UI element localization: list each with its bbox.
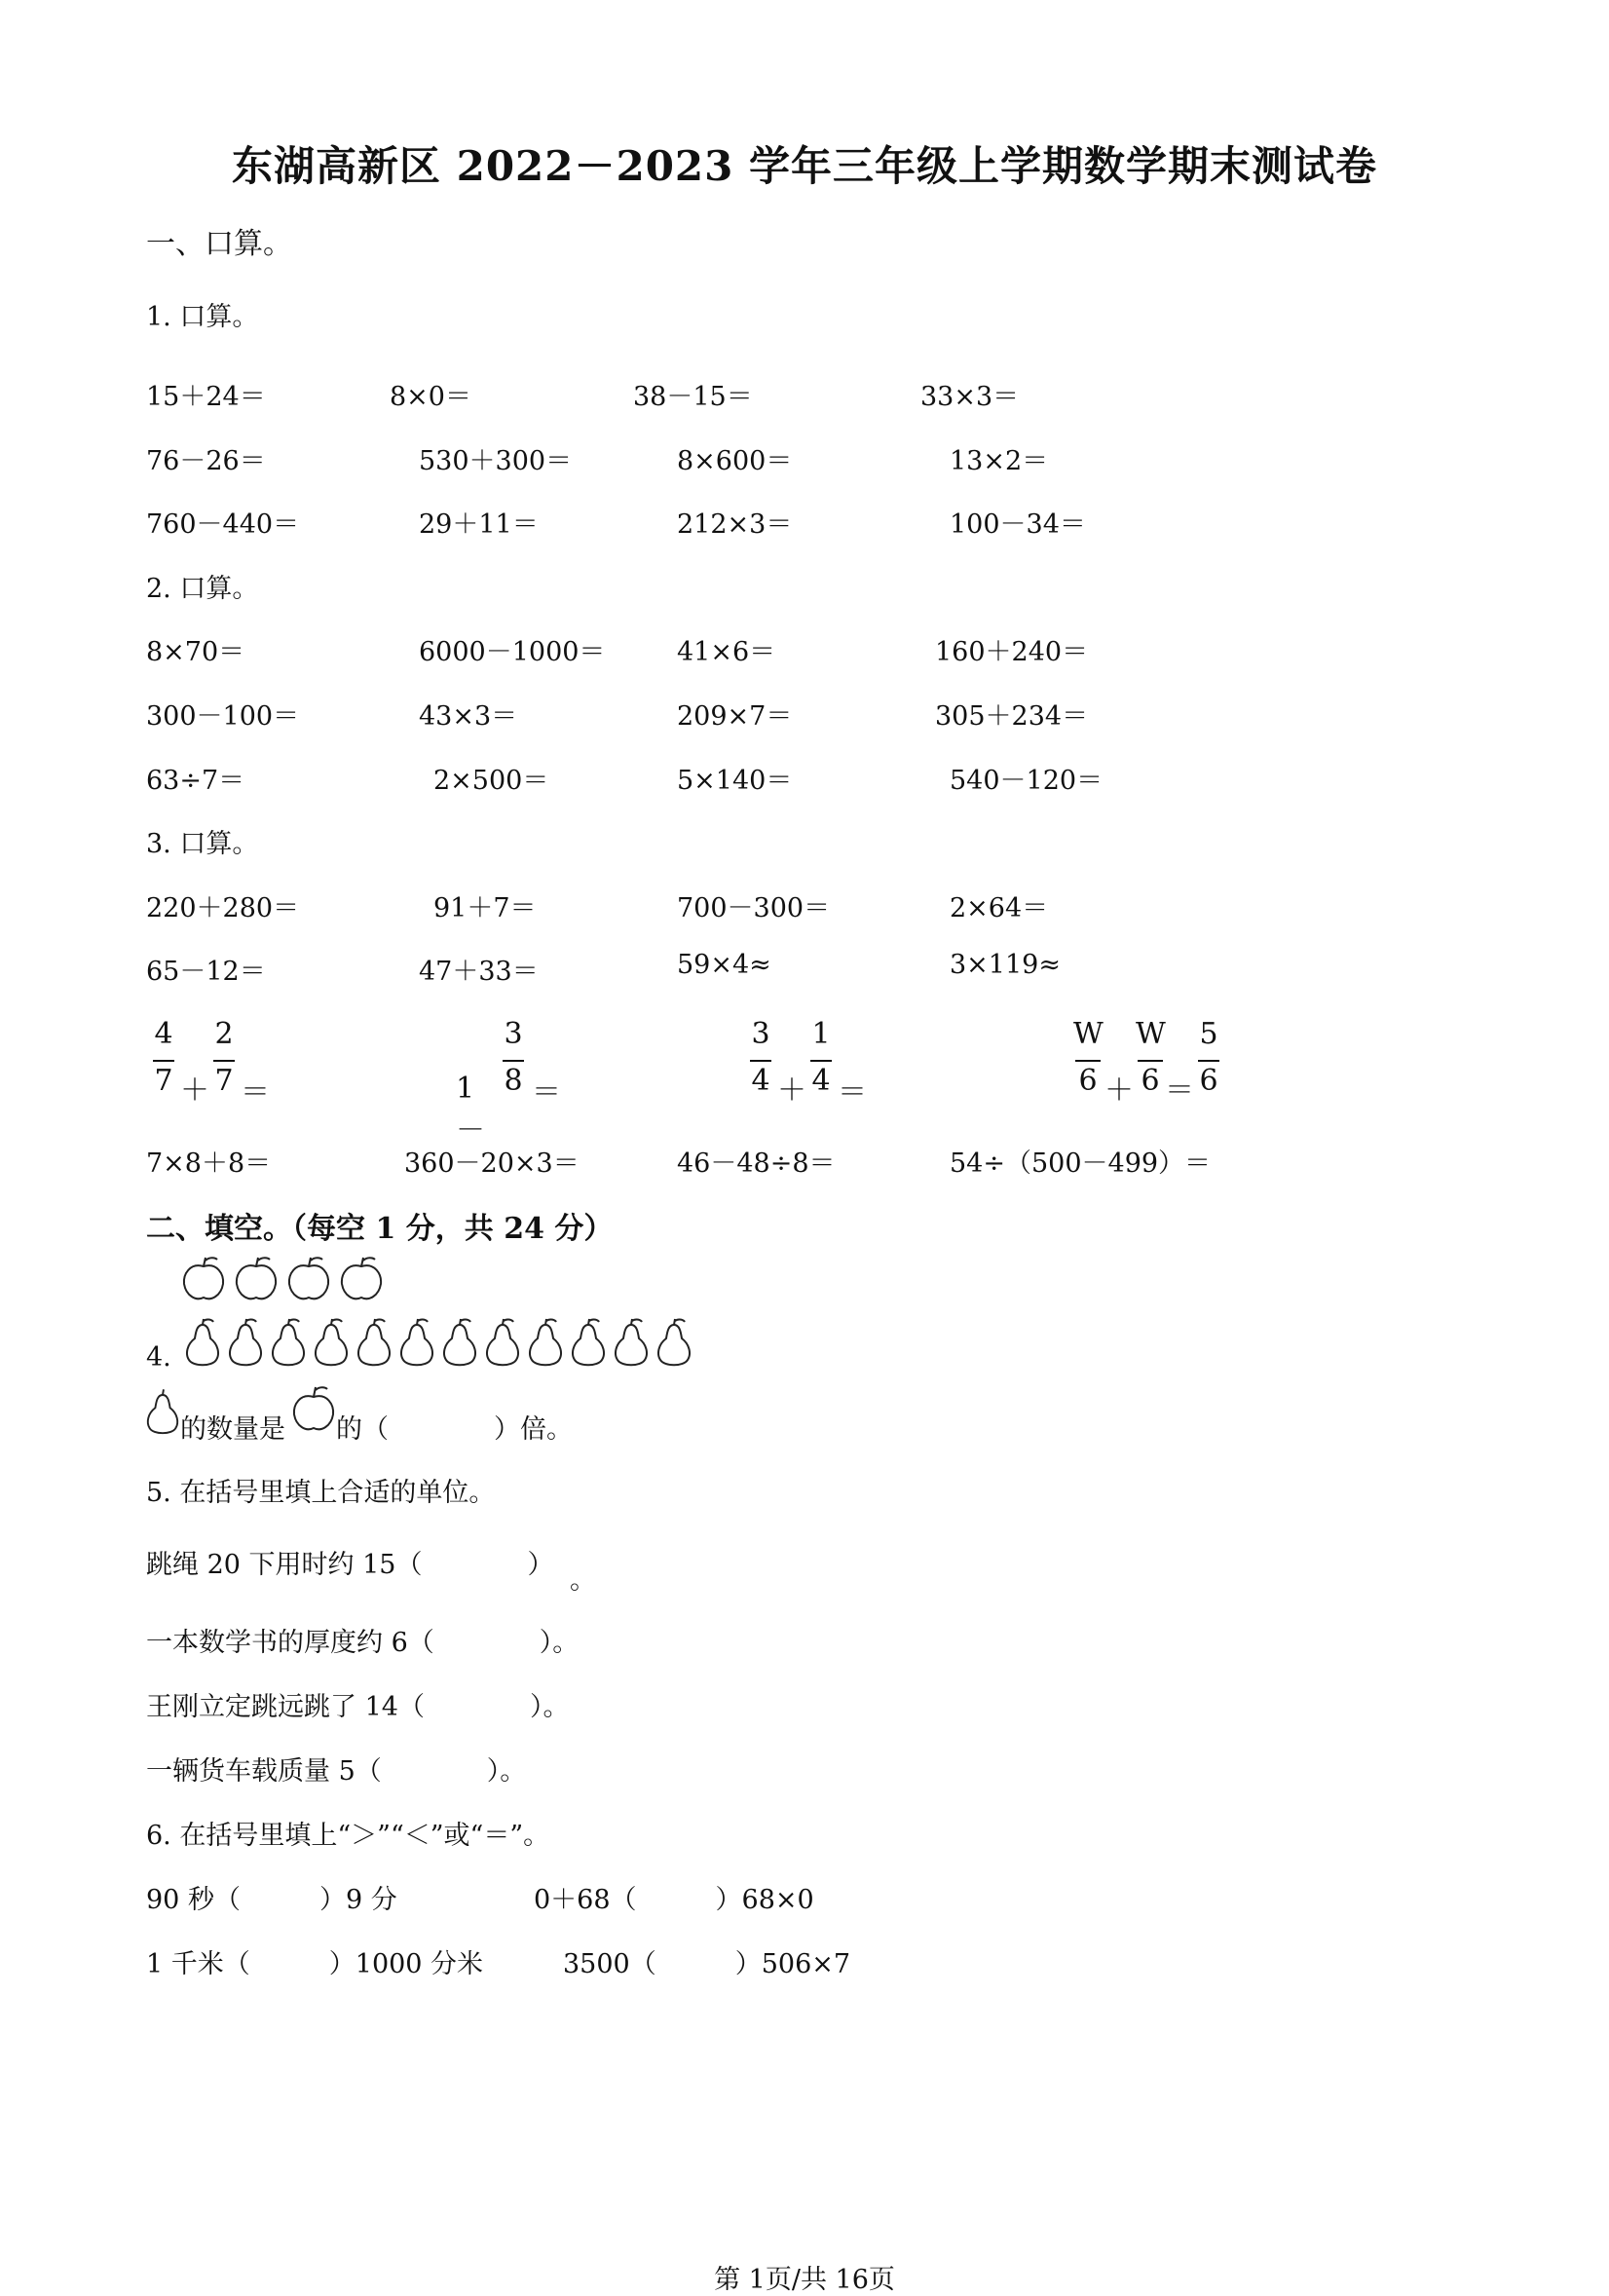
equals-sign: ＝ [532,1075,561,1110]
plus-sign: ＋ [180,1073,209,1108]
pear-icon [230,1319,261,1365]
q4-text-b: 的（ ）倍。 [336,1414,573,1445]
one-minus: 1－ [456,1072,485,1148]
pear-icon [444,1319,475,1365]
fraction-bar [1075,1060,1101,1062]
apple-icon [289,1258,328,1299]
q1-r3-c1: 760－440＝ [146,509,300,540]
pear-icon [573,1319,604,1365]
q4-text-a: 的数量是 [180,1414,285,1445]
q2-r2-c2: 43×3＝ [419,701,518,732]
q2-r2-c1: 300－100＝ [146,701,300,732]
pear-icon [401,1319,432,1365]
pear-icon [530,1319,561,1365]
equals-sign: ＝ [1165,1073,1194,1108]
q3-r1-c1: 220＋280＝ [146,893,300,923]
q3-r3-c4: 54÷（500－499）＝ [950,1148,1212,1179]
pear-icon [487,1319,518,1365]
denominator: 7 [214,1064,234,1098]
apple-icon [184,1258,223,1299]
q3-r2-c3: 59×4≈ [677,950,771,980]
q2-r2-c4: 305＋234＝ [935,701,1089,732]
q5-item-1: 跳绳 20 下用时约 15（ ） [146,1550,554,1580]
q2-r1-c4: 160＋240＝ [935,637,1089,667]
section-1-heading: 一、口算。 [146,227,292,261]
pear-icon [358,1319,390,1365]
page-footer: 第 1页/共 16页 [714,2265,895,2295]
q6-r1-c2: 0＋68（ ）68×0 [534,1885,814,1915]
fraction-bar [1198,1060,1219,1062]
q1-r3-c4: 100－34＝ [950,509,1086,540]
q6-r2-c2: 3500（ ）506×7 [563,1949,851,1979]
q3-r2-c1: 65－12＝ [146,957,266,987]
q6-label: 6. 在括号里填上“＞”“＜”或“＝”。 [146,1821,550,1851]
q5-item-3: 王刚立定跳远跳了 14（ ）。 [146,1692,570,1722]
q2-r3-c4: 540－120＝ [950,766,1104,796]
page-title: 东湖高新区 2022－2023 学年三年级上学期数学期末测试卷 [231,142,1378,190]
pear-row [183,1317,709,1372]
q2-r2-c3: 209×7＝ [677,701,793,732]
denominator: 6 [1141,1064,1160,1098]
q1-r2-c4: 13×2＝ [950,446,1049,476]
q1-r2-c1: 76－26＝ [146,446,266,476]
denominator: 7 [154,1064,173,1098]
q6-r1-c1: 90 秒（ ）9 分 [146,1885,397,1915]
q5-item-1-suffix: 。 [570,1565,596,1596]
q2-r3-c3: 5×140＝ [677,766,793,796]
fraction-bar [810,1060,832,1062]
q1-r2-c2: 530＋300＝ [419,446,573,476]
q2-r3-c1: 63÷7＝ [146,766,245,796]
q5-label: 5. 在括号里填上合适的单位。 [146,1478,496,1508]
pear-icon [273,1319,304,1365]
numerator: 1 [811,1017,831,1051]
plus-sign: ＋ [777,1073,806,1108]
q3-r2-c2: 47＋33＝ [419,957,539,987]
fraction-bar [153,1060,174,1062]
q4-label: 4. [146,1342,171,1373]
q6-r2-c1: 1 千米（ ）1000 分米 [146,1949,484,1979]
q3-r1-c4: 2×64＝ [950,893,1049,923]
q3-r1-c2: 91＋7＝ [433,893,537,923]
apple-row [180,1255,394,1307]
q2-r1-c3: 41×6＝ [677,637,776,667]
pear-icon [316,1319,347,1365]
numerator: 4 [154,1017,173,1051]
q1-r1-c2: 8×0＝ [390,382,471,412]
q2-r1-c1: 8×70＝ [146,637,245,667]
q1-r1-c4: 33×3＝ [920,382,1020,412]
denominator: 4 [751,1064,770,1098]
pear-icon [658,1319,690,1365]
denominator: 6 [1078,1064,1098,1098]
q2-r3-c2: 2×500＝ [433,766,549,796]
fraction-bar [750,1060,771,1062]
q3-label: 3. 口算。 [146,829,259,859]
q3-r3-c2: 360－20×3＝ [404,1148,580,1179]
equals-sign: ＝ [241,1075,270,1110]
q3-r1-c3: 700－300＝ [677,893,831,923]
q5-item-4: 一辆货车载质量 5（ ）。 [146,1756,527,1787]
fraction-bar [503,1060,524,1062]
q1-r1-c3: 38－15＝ [633,382,753,412]
apple-icon [237,1258,276,1299]
numerator: 5 [1199,1017,1218,1051]
numerator: 2 [214,1017,234,1051]
numerator: 3 [751,1017,770,1051]
q1-r2-c3: 8×600＝ [677,446,793,476]
apple-icon [342,1258,381,1299]
q1-r1-c1: 15＋24＝ [146,382,266,412]
pear-icon [187,1319,218,1365]
q1-r3-c2: 29＋11＝ [419,509,539,540]
section-2-heading: 二、填空。（每空 1 分，共 24 分） [146,1212,614,1246]
q3-r3-c3: 46－48÷8＝ [677,1148,836,1179]
pear-icon [616,1319,647,1365]
q2-r1-c2: 6000－1000＝ [419,637,606,667]
q1-r3-c3: 212×3＝ [677,509,793,540]
apple-icon [290,1383,337,1438]
equals-sign: ＝ [838,1075,867,1110]
q1-label: 1. 口算。 [146,302,259,332]
denominator: 4 [811,1064,831,1098]
q5-item-2: 一本数学书的厚度约 6（ ）。 [146,1628,580,1658]
numerator: 3 [504,1017,523,1051]
q3-r2-c4: 3×119≈ [950,950,1061,980]
plus-sign: ＋ [1104,1073,1134,1108]
q2-label: 2. 口算。 [146,574,259,604]
fraction-bar [1138,1060,1163,1062]
pear-icon [144,1388,181,1443]
numerator: W [1073,1017,1104,1051]
numerator: W [1136,1017,1166,1051]
fraction-bar [213,1060,235,1062]
denominator: 6 [1199,1064,1218,1098]
denominator: 8 [504,1064,523,1098]
q3-r3-c1: 7×8＋8＝ [146,1148,272,1179]
